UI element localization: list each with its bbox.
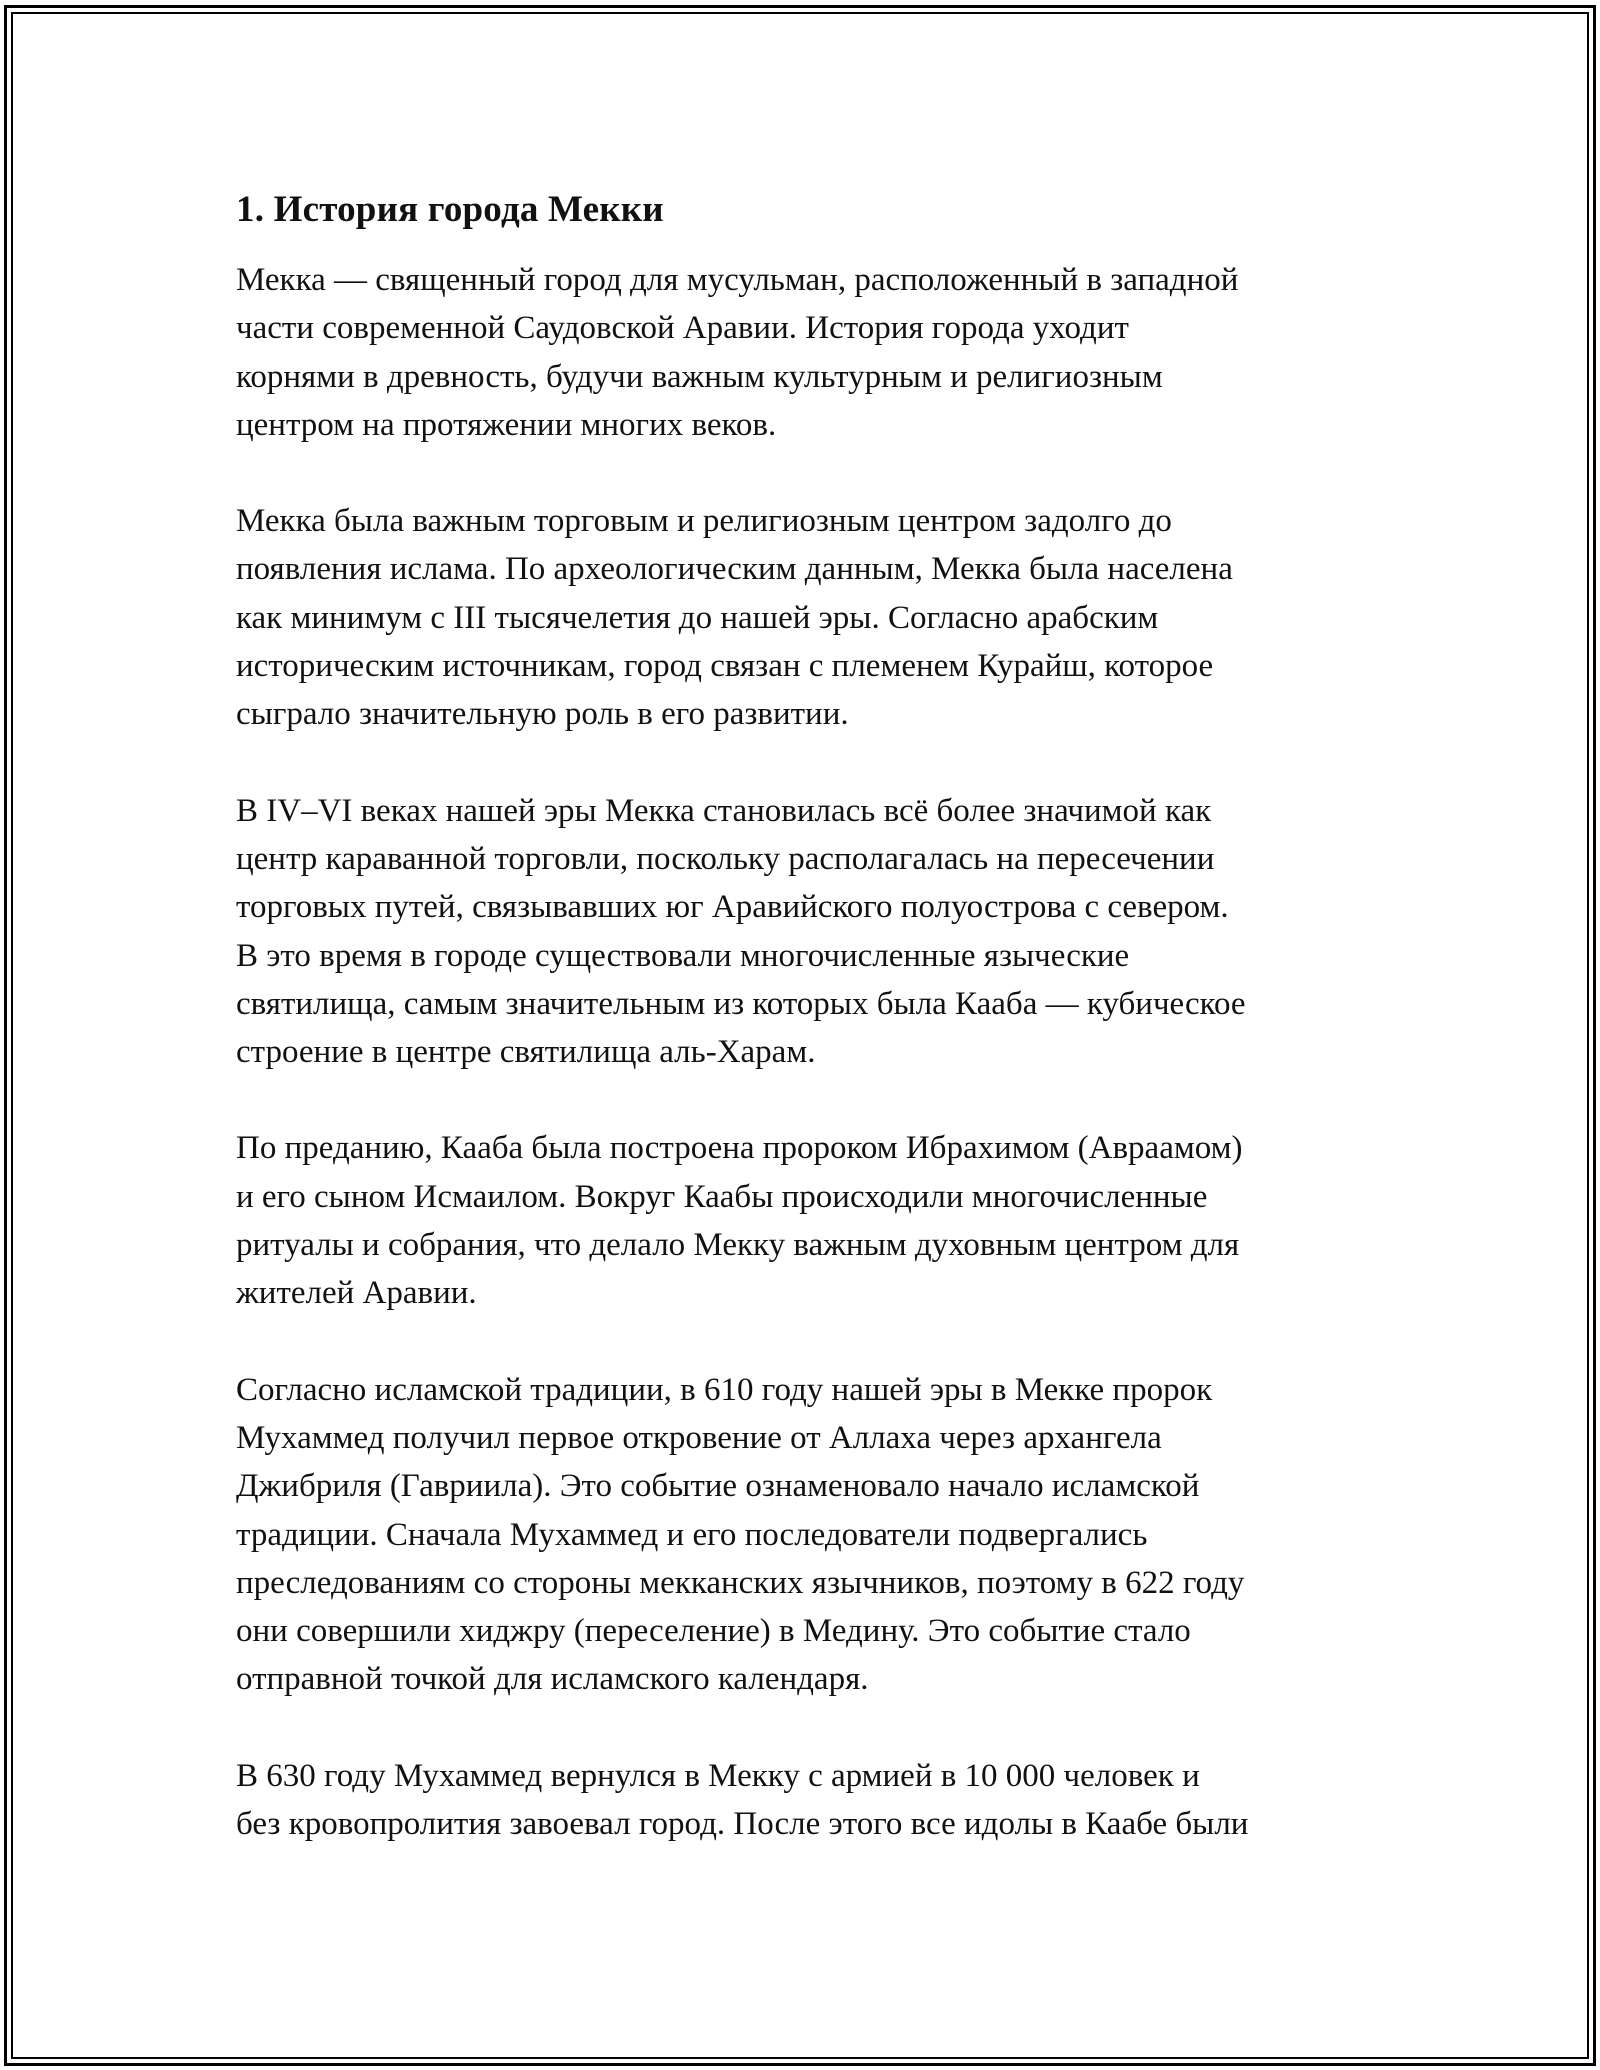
text-line: центром на протяжении многих веков. (236, 406, 777, 443)
text-line: и его сыном Исмаилом. Вокруг Каабы происходили многочисленные (236, 1178, 1208, 1215)
text-line: корнями в древность, будучи важным культурным и религиозным (236, 358, 1163, 395)
text-line: В IV–VI веках нашей эры Мекка становилась всё более значимой как (236, 792, 1212, 829)
text-line: они совершили хиджру (переселение) в Медину. Это событие стало (236, 1613, 1191, 1650)
text-line: центр караванной торговли, поскольку располагалась на пересечении (236, 840, 1215, 877)
text-line: жителей Аравии. (236, 1275, 477, 1312)
text-line: сыграло значительную роль в его развитии. (236, 696, 849, 733)
text-line: святилища, самым значительным из которых была Кааба — кубическое (236, 985, 1246, 1022)
text-line: Мекка была важным торговым и религиозным центром задолго до (236, 503, 1172, 540)
text-line: В это время в городе существовали многочисленные языческие (236, 937, 1130, 974)
text-line: историческим источникам, город связан с племенем Курайш, которое (236, 648, 1214, 685)
text-line: Мекка — священный город для мусульман, расположенный в западной (236, 262, 1239, 298)
text-line: По преданию, Кааба была построена пророком Ибрахимом (Авраамом) (236, 1130, 1243, 1167)
text-line: как минимум с III тысячелетия до нашей эры. Согласно арабским (236, 599, 1159, 636)
text-line: без кровопролития завоевал город. После этого все идолы в Каабе были (236, 1806, 1249, 1843)
text-line: В 630 году Мухаммед вернулся в Мекку с армией в 10 000 человек и (236, 1757, 1200, 1794)
text-line: части современной Саудовской Аравии. История города уходит (236, 310, 1129, 347)
paragraph-conquest (236, 1752, 1376, 1849)
document-body (236, 186, 1376, 1896)
text-line: традиции. Сначала Мухаммед и его последователи подвергались (236, 1516, 1148, 1553)
paragraph-caravan-trade (236, 787, 1376, 1077)
paragraph-pre-islamic (236, 497, 1376, 738)
text-line: Джибриля (Гавриила). Это событие ознаменовало начало исламской (236, 1468, 1200, 1505)
section-heading: 1. История города Мекки (236, 189, 664, 230)
text-line: Согласно исламской традиции, в 610 году нашей эры в Мекке пророк (236, 1371, 1213, 1408)
text-line: отправной точкой для исламского календаря. (236, 1661, 869, 1698)
text-line: торговых путей, связывавших юг Аравийского полуострова с севером. (236, 889, 1229, 926)
text-line: преследованиям со стороны мекканских язычников, поэтому в 622 году (236, 1564, 1245, 1601)
text-line: ритуалы и собрания, что делало Мекку важным духовным центром для (236, 1227, 1240, 1264)
text-line: Мухаммед получил первое откровение от Аллаха через архангела (236, 1419, 1162, 1456)
paragraph-intro (236, 256, 1376, 449)
text-line: строение в центре святилища аль-Харам. (236, 1034, 816, 1071)
text-line: появления ислама. По археологическим данным, Мекка была населена (236, 551, 1233, 588)
paragraph-revelation (236, 1366, 1376, 1704)
paragraph-kaaba-tradition (236, 1124, 1376, 1317)
